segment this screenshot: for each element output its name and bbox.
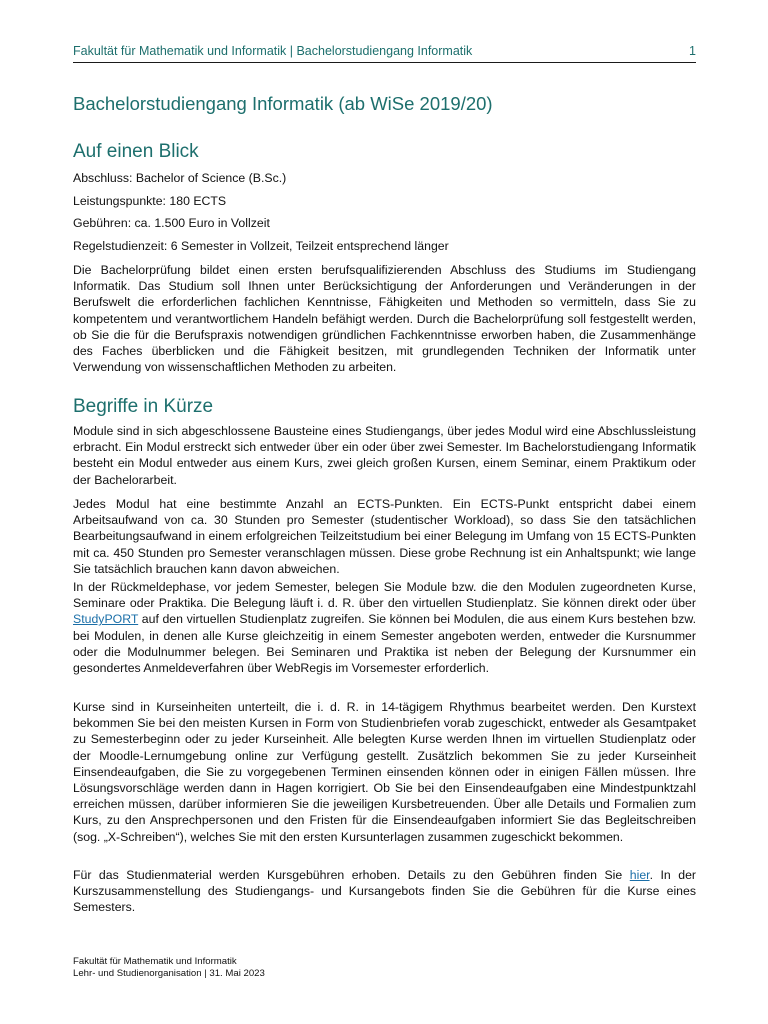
section-heading-terms: Begriffe in Kürze [73,396,214,417]
terms-paragraph-courses: Kurse sind in Kurseinheiten unterteilt, die i. d. R. in 14-tägigem Rhythmus bearbeitet werden. Den Kurstext bekommen Sie bei den meisten Kursen in Form von Studienbriefen vorab zugeschickt, entweder als Gesamtpaket zu Semesterbeginn oder zu jeder Kurseinheit. Alle belegten Kurse werden Ihnen im virtuellen Studienplatz oder der Moodle-Lernumgebung online zur Verfügung gestellt. Zusätzlich bekommen Sie zu jeder Kurseinheit Einsendeaufgaben, die Sie zu vorgegebenen Terminen einsenden können oder in einigen Fällen müssen. Ihre Lösungsvorschläge werden dann in Hagen korrigiert. Ob Sie bei den Einsendeaufgaben eine Mindestpunktzahl erreichen müssen, darüber informieren Sie die jeweiligen Kursbetreuenden. Über alle Details und Formalien zum Kurs, zu den Ansprechpersonen und den Fristen für die Einsendeaufgaben informiert Sie das Begleitschreiben (sog. „X-Schreiben“), welches Sie mit den ersten Kursunterlagen zusammen zugeschickt bekommen. [73,700,696,844]
fact-fees: Gebühren: ca. 1.500 Euro in Vollzeit [73,216,270,230]
page-footer [73,956,265,980]
footer-faculty: Fakultät für Mathematik und Informatik [73,956,237,967]
fact-credits: Leistungspunkte: 180 ECTS [73,194,227,208]
fees-link[interactable]: hier [629,868,650,882]
terms-paragraph-modules: Module sind in sich abgeschlossene Bausteine eines Studiengangs, über jedes Modul wird eine Abschlussleistung erbracht. Ein Modul erstreckt sich entweder über ein oder über zwei Semester. Im Bachelorstudiengang Informatik besteht ein Modul entweder aus einem Kurs, zwei gleich großen Kursen, einem Seminar, einem Praktikum oder der Bachelorarbeit. [73,424,696,487]
section-heading-overview: Auf einen Blick [73,141,199,162]
fees-text-before: Für das Studienmaterial werden Kursgebühren erhoben. Details zu den Gebühren finden Sie [73,868,630,882]
footer-org-date: Lehr- und Studienorganisation | 31. Mai 2023 [73,968,265,979]
page-number: 1 [689,44,696,58]
document-title: Bachelorstudiengang Informatik (ab WiSe 2019/20) [73,93,493,114]
studyport-link[interactable]: StudyPORT [73,612,139,627]
header-title: Fakultät für Mathematik und Informatik | Bachelorstudiengang Informatik [73,44,473,58]
registration-text-before: In der Rückmeldephase, vor jedem Semester, belegen Sie Module bzw. die den Modulen zugeordneten Kurse, Seminare oder Praktika. Die Belegung läuft i. d. R. über den virtuellen Studienplatz. Sie können direkt oder über [73,580,696,611]
registration-text-after: auf den virtuellen Studienplatz zugreifen. Sie können bei Modulen, die aus einem Kurs bestehen bzw. bei Modulen, in denen alle Kurse gleichzeitig in einem Semester angeboten werden, entweder die Kursnummer oder die Modulnummer belegen. Bei Seminaren und Praktika ist neben der Belegung der Kursnummer ein gesondertes Anmeldeverfahren über WebRegis im Vorsemester erforderlich. [73,612,696,676]
terms-paragraph-fees [73,867,696,916]
fact-duration: Regelstudienzeit: 6 Semester in Vollzeit, Teilzeit entsprechend länger [73,239,449,253]
terms-paragraph-ects: Jedes Modul hat eine bestimmte Anzahl an ECTS-Punkten. Ein ECTS-Punkt entspricht dabei einem Arbeitsaufwand von ca. 30 Stunden pro Semester (studentischer Workload), so dass Sie den tatsächlichen Bearbeitungsaufwand in einem erfolgreichen Teilzeitstudium bei einer Belegung im Umfang von 15 ECTS-Punkten mit ca. 450 Stunden pro Semester veranschlagen müssen. Diese grobe Rechnung ist ein Anhaltspunkt; wie lange Sie tatsächlich brauchen kann davon abweichen. [73,497,696,576]
terms-paragraph-registration [73,579,696,676]
overview-paragraph: Die Bachelorprüfung bildet einen ersten berufsqualifizierenden Abschluss des Studiums im Studiengang Informatik. Das Studium soll Ihnen unter Berücksichtigung der Anforderungen und Veränderungen in der Berufswelt die erforderlichen fachlichen Kenntnisse, Fähigkeiten und Methoden so vermitteln, dass Sie zu kompetentem und verantwortlichem Handeln befähigt werden. Durch die Bachelorprüfung soll festgestellt werden, ob Sie die für die Berufspraxis notwendigen gründlichen Fachkenntnisse erworben haben, die Zusammenhänge des Faches überblicken und die Fähigkeit besitzen, mit grundlegenden Techniken der Informatik unter Verwendung von wissenschaftlichen Methoden zu arbeiten. [73,263,696,375]
fact-degree: Abschluss: Bachelor of Science (B.Sc.) [73,171,287,185]
page-header [73,42,696,63]
fees-text-after: . In der Kurszusammenstellung des Studiengangs- und Kursangebots finden Sie die Gebühren für die Kurse eines Semesters. [73,868,696,915]
